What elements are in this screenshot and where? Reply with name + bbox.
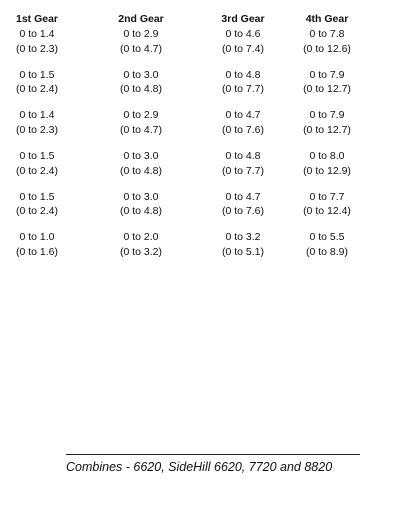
footer-rule	[66, 454, 360, 455]
speed-cell	[303, 108, 351, 137]
speed-cell	[120, 27, 162, 56]
table-row	[0, 149, 408, 190]
speed-cell	[303, 149, 351, 178]
speed-cell	[120, 230, 162, 259]
speed-range: 0 to 1.5	[19, 150, 55, 163]
speed-range: 0 to 5.5	[309, 231, 345, 244]
table-row	[0, 27, 408, 68]
speed-range-metric: (0 to 1.6)	[15, 245, 59, 258]
speed-range: 0 to 3.0	[123, 190, 159, 203]
speed-range-metric: (0 to 7.7)	[221, 164, 265, 177]
speed-range-metric: (0 to 12.6)	[303, 42, 351, 55]
speed-range: 0 to 2.9	[123, 28, 159, 40]
speed-range: 0 to 4.8	[225, 150, 261, 163]
speed-range: 0 to 1.5	[19, 190, 55, 203]
speed-range: 0 to 8.0	[309, 150, 345, 163]
speed-range-metric: (0 to 7.4)	[221, 42, 265, 55]
header-row	[0, 11, 408, 27]
speed-range: 0 to 3.2	[225, 231, 261, 244]
speed-range-metric: (0 to 3.2)	[119, 245, 163, 258]
speed-cell	[120, 108, 162, 137]
speed-range: 0 to 1.0	[19, 231, 55, 244]
footer-caption: Combines - 6620, SideHill 6620, 7720 and 8820	[66, 460, 333, 474]
speed-range-metric: (0 to 2.4)	[15, 83, 59, 96]
speed-range: 0 to 4.7	[225, 190, 261, 203]
speed-cell	[222, 149, 264, 178]
speed-range-metric: (0 to 12.7)	[303, 83, 351, 96]
speed-range: 0 to 7.9	[309, 109, 345, 122]
speed-range-metric: (0 to 2.3)	[15, 42, 59, 55]
speed-range-metric: (0 to 8.9)	[305, 245, 349, 258]
speed-range: 0 to 3.0	[123, 68, 159, 81]
table-row	[0, 108, 408, 149]
speed-range-metric: (0 to 2.4)	[15, 205, 59, 218]
column-header-4th-gear: 4th Gear	[305, 13, 349, 25]
speed-range: 0 to 3.0	[123, 150, 159, 163]
speed-cell	[16, 27, 58, 56]
speed-range-metric: (0 to 7.6)	[221, 123, 265, 136]
speed-range-metric: (0 to 7.7)	[221, 83, 265, 96]
speed-range: 0 to 4.6	[225, 28, 261, 40]
speed-cell	[222, 68, 264, 97]
speed-range-metric: (0 to 4.8)	[119, 205, 163, 218]
speed-range: 0 to 1.4	[19, 109, 55, 122]
speed-range: 0 to 2.9	[123, 109, 159, 122]
speed-cell	[306, 230, 348, 259]
speed-range-metric: (0 to 12.7)	[303, 123, 351, 136]
speed-cell	[16, 149, 58, 178]
speed-range: 0 to 4.8	[225, 68, 261, 81]
column-header-3rd-gear: 3rd Gear	[221, 13, 265, 25]
speed-range: 0 to 2.0	[123, 231, 159, 244]
speed-range-metric: (0 to 2.4)	[15, 164, 59, 177]
speed-range: 0 to 7.7	[309, 190, 345, 203]
speed-cell	[303, 68, 351, 97]
speed-range: 0 to 7.8	[309, 28, 345, 40]
speed-cell	[16, 68, 58, 97]
speed-cell	[222, 108, 264, 137]
table-row	[0, 190, 408, 231]
speed-range: 0 to 1.5	[19, 68, 55, 81]
speed-cell	[120, 68, 162, 97]
table-body	[0, 27, 408, 271]
speed-cell	[120, 190, 162, 219]
speed-cell	[303, 27, 351, 56]
speed-range: 0 to 1.4	[19, 28, 55, 40]
speed-range-metric: (0 to 4.8)	[119, 83, 163, 96]
speed-cell	[222, 27, 264, 56]
speed-cell	[303, 190, 351, 219]
speed-cell	[222, 190, 264, 219]
speed-cell	[222, 230, 264, 259]
speed-range-metric: (0 to 12.4)	[303, 205, 351, 218]
column-header-2nd-gear: 2nd Gear	[118, 13, 164, 25]
speed-cell	[16, 230, 58, 259]
gear-speed-table	[0, 11, 408, 271]
speed-range-metric: (0 to 4.7)	[119, 123, 163, 136]
speed-cell	[16, 108, 58, 137]
speed-range: 0 to 7.9	[309, 68, 345, 81]
speed-range-metric: (0 to 4.8)	[119, 164, 163, 177]
speed-range: 0 to 4.7	[225, 109, 261, 122]
speed-range-metric: (0 to 7.6)	[221, 205, 265, 218]
speed-range-metric: (0 to 5.1)	[221, 245, 265, 258]
speed-range-metric: (0 to 12.9)	[303, 164, 351, 177]
column-header-1st-gear: 1st Gear	[15, 13, 59, 25]
table-row	[0, 68, 408, 109]
speed-cell	[120, 149, 162, 178]
speed-range-metric: (0 to 4.7)	[119, 42, 163, 55]
speed-range-metric: (0 to 2.3)	[15, 123, 59, 136]
table-row	[0, 230, 408, 271]
speed-cell	[16, 190, 58, 219]
